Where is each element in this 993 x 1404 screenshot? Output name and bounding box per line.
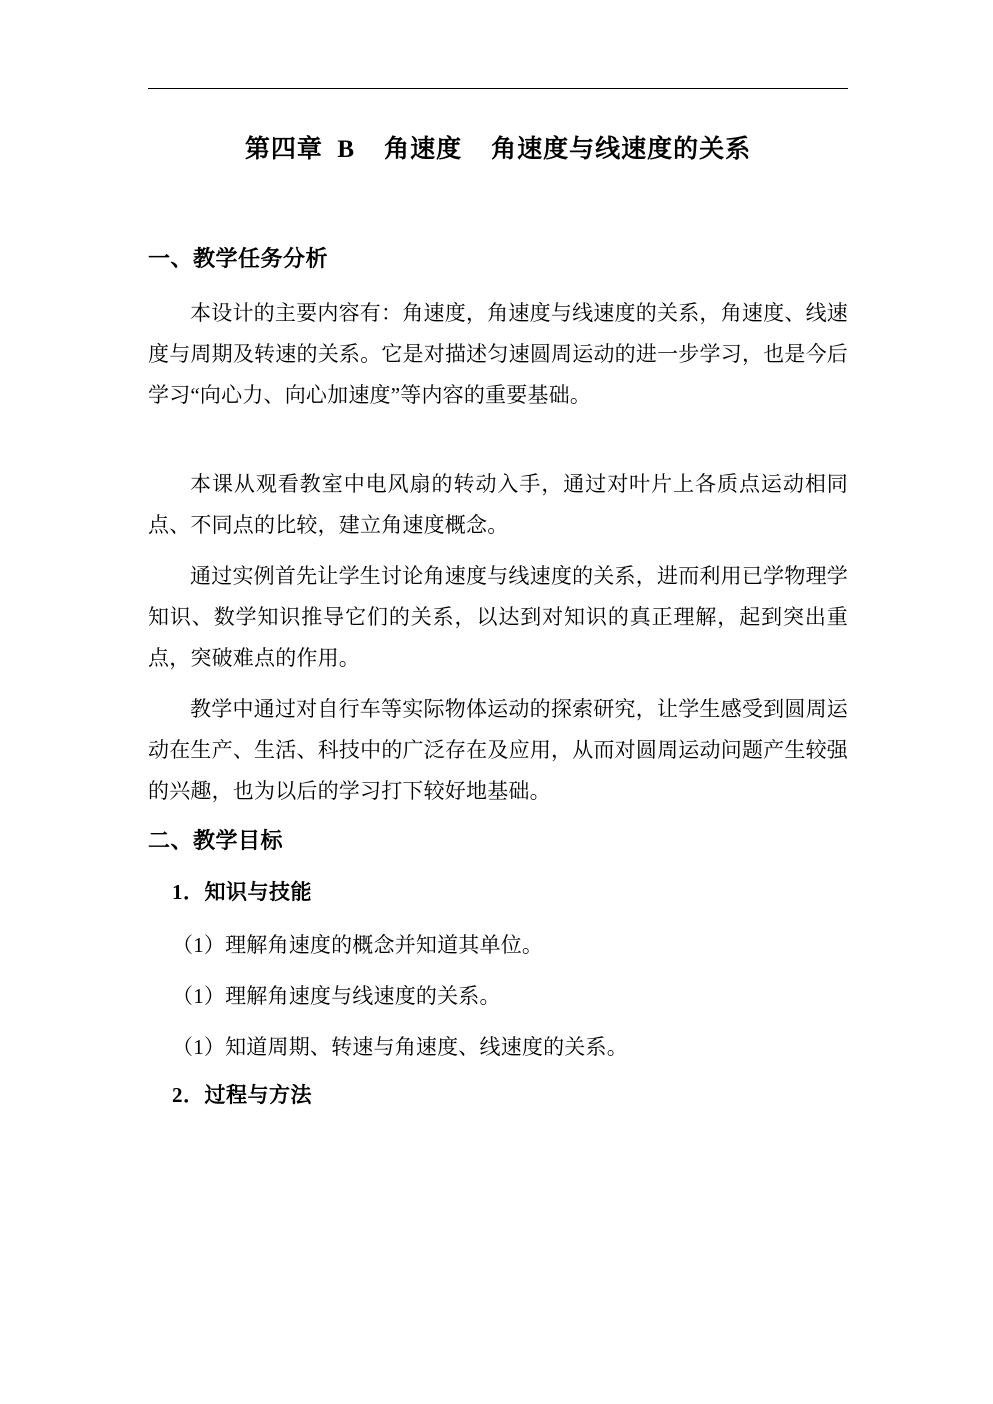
paragraph-spacer bbox=[148, 426, 848, 464]
list-item: （1）理解角速度与线速度的关系。 bbox=[172, 983, 501, 1008]
title-spacer bbox=[148, 170, 848, 240]
subsection-heading-process-methods: 2．过程与方法 bbox=[172, 1082, 312, 1107]
page-title: 第四章 B 角速度 角速度与线速度的关系 bbox=[244, 136, 752, 163]
section-heading-teaching-goals: 二、教学目标 bbox=[148, 827, 284, 853]
paragraph-bicycle-exploration: 教学中通过对自行车等实际物体运动的探索研究，让学生感受到圆周运动在生产、生活、科技中的广泛存在及应用，从而对圆周运动问题产生较强的兴趣，也为以后的学习打下较好地基础。 bbox=[148, 696, 848, 803]
list-item: （1）理解角速度的概念并知道其单位。 bbox=[172, 932, 544, 957]
header-rule bbox=[148, 88, 848, 89]
section-heading-teaching-task-analysis: 一、教学任务分析 bbox=[148, 246, 329, 271]
document-body bbox=[148, 112, 848, 1127]
list-item: （1）知道周期、转速与角速度、线速度的关系。 bbox=[172, 1034, 628, 1059]
paragraph-relationship-discussion: 通过实例首先让学生讨论角速度与线速度的关系，进而利用已学物理学知识、数学知识推导它们的关系，以达到对知识的真正理解，起到突出重点，突破难点的作用。 bbox=[148, 564, 848, 670]
paragraph-design-content: 本设计的主要内容有：角速度，角速度与线速度的关系，角速度、线速度与周期及转速的关系。它是对描述匀速圆周运动的进一步学习，也是今后学习“向心力、向心加速度”等内容的重要基础。 bbox=[148, 301, 848, 408]
paragraph-fan-observation: 本课从观看教室中电风扇的转动入手，通过对叶片上各质点运动相同点、不同点的比较，建立角速度概念。 bbox=[148, 472, 848, 538]
subsection-heading-knowledge-skills: 1．知识与技能 bbox=[172, 880, 312, 905]
